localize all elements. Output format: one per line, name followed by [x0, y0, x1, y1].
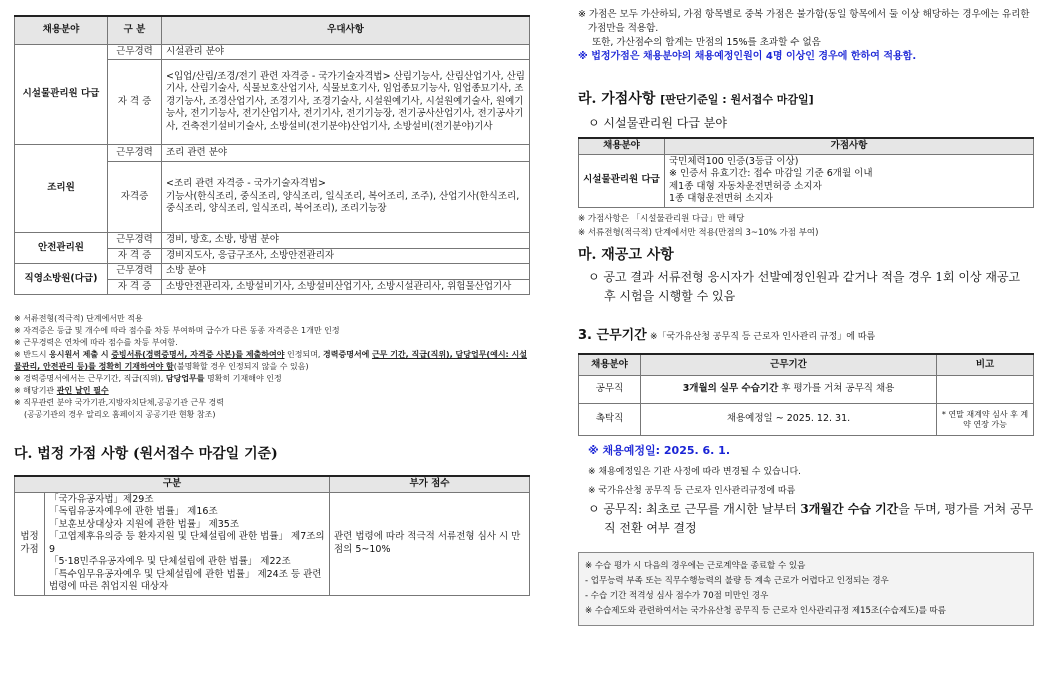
- field-safety: 안전관리원: [15, 233, 108, 264]
- legal-bonus-table: [14, 475, 530, 596]
- probation-note-box: [578, 552, 1034, 626]
- law-list: 「국가유공자법」제29조 「독립유공자예우에 관한 법률」 제16조 「보훈보상대상자 지원에 관한 법률」 제35조 「고엽제후유의증 등 환자지원 및 단체설립에 관한 법률」 제7조의9 「5·18민주유공자예우 및 단체설립에 관한 법률」 제22조 「특수임무유공자예우 및 단체설립에 관한 법률」 제24조 등 관련 법령에 따른 취업지원 대상자: [45, 492, 330, 595]
- section-bullet: ㅇ 시설물관리원 다급 분야: [588, 116, 727, 130]
- bonus-points: 관련 법령에 따라 적극적 서류전형 심사 시 만점의 5~10%: [330, 492, 530, 595]
- note-6: ※ 해당기관 관인 날인 필수: [14, 386, 109, 395]
- section-title-3: 3. 근무기간 ※「국가유산청 공무직 등 근로자 인사관리 규정」에 따름: [578, 327, 876, 343]
- header-field: 채용분야: [15, 16, 108, 44]
- label-license: 자 격 증: [108, 60, 162, 145]
- section-title-ra: 라. 가점사항 [판단기준일 : 원서접수 마감일]: [578, 91, 814, 107]
- bonus-item: 국민체력100 인증(3등급 이상): [669, 155, 799, 167]
- value-license: 경비지도사, 응급구조사, 소방안전관리자: [162, 248, 530, 264]
- header-category: 구 분: [108, 16, 162, 44]
- bonus-notes: [578, 8, 1034, 64]
- license-heading: <조리 관련 자격증 - 국가기술자격법>: [166, 178, 326, 190]
- label-license: 자 격 증: [108, 279, 162, 295]
- note-1: ※ 가점사항은 「시설물관리원 다급」만 해당: [578, 213, 745, 224]
- bonus-item: 제1종 대형 자동차운전면허증 소지자: [669, 180, 822, 192]
- period-regular: 3개월의 실무 수습기간 후 평가를 거쳐 공무직 채용: [641, 376, 937, 404]
- label-license: 자 격 증: [108, 248, 162, 264]
- header-field: 채용분야: [579, 138, 665, 154]
- label-career: 근무경력: [108, 233, 162, 249]
- note-1: ※ 채용예정일은 기관 사정에 따라 변경될 수 있습니다.: [588, 467, 802, 477]
- header-preference: 우대사항: [162, 16, 530, 44]
- left-column: [14, 0, 530, 596]
- work-period-table: [578, 353, 1034, 437]
- note-3: ※ 근무경력은 연차에 따라 점수를 차등 부여함.: [14, 338, 178, 347]
- note-2: ※ 자격증은 등급 및 개수에 따라 점수를 차등 부여하며 급수가 다른 동종 자격증은 1개만 인정: [14, 326, 340, 335]
- header-bonus: 가점사항: [665, 138, 1034, 154]
- header-remarks: 비고: [937, 354, 1034, 376]
- note-1: ※ 가점은 모두 가산하되, 가점 항목별로 중복 가점은 불가함(동일 항목에서 둘 이상 해당하는 경우에는 유리한 가점만을 적용함.: [578, 9, 1030, 34]
- box-line: - 업무능력 부족 또는 직무수행능력의 불량 등 계속 근로가 어렵다고 인정되는 경우: [585, 576, 889, 586]
- preference-notes: [14, 313, 530, 421]
- box-line: ※ 수습 평가 시 다음의 경우에는 근로계약을 종료할 수 있음: [585, 561, 806, 571]
- value-license: 소방안전관리자, 소방설비기사, 소방설비산업기사, 소방시설관리사, 위험물산업기사: [162, 279, 530, 295]
- value-license: <입업/산림/조경/전기 관련 자격증 - 국가기술자격법> 산림기능사, 산림산업기사, 산림기사, 산림기술사, 식물보호산업기사, 식물보호기사, 임업종묘기능사, 임업종묘기사, 조경기능사, 조경산업기사, 조경기사, 조경기술사, 시설원예기사, 시설원예기술사, 원예기능사, 전기기능사, 전기산업기사, 전기기사, 전기기능장, 전기공사산업기사, 전기공사기사, 건축전기설비기술사, 소방설비(전기분야)산업기사, 소방설비(전기분야)기사: [162, 60, 530, 145]
- value-license: [162, 162, 530, 233]
- section-bullet: ㅇ 공고 결과 서류전형 응시자가 선발예정인원과 같거나 적을 경우 1회 이상 재공고 후 시험을 시행할 수 있음: [588, 269, 1021, 303]
- label-career: 근무경력: [108, 264, 162, 280]
- value-career: 경비, 방호, 소방, 방범 분야: [162, 233, 530, 249]
- note-2: ※ 국가유산청 공무직 등 근로자 인사관리규정에 따름: [588, 486, 796, 496]
- field-facility: 시설물관리원 다급: [579, 154, 665, 207]
- section-title-da: 다. 법정 가점 사항 (원서접수 마감일 기준): [14, 446, 278, 462]
- note-8: (공공기관의 경우 알리오 홈페이지 공공기관 현황 참조): [24, 410, 216, 419]
- preference-table: [14, 15, 530, 295]
- header-points: 부가 점수: [330, 476, 530, 492]
- bonus-item: 1종 대형운전면허 소지자: [669, 193, 773, 204]
- header-period: 근무기간: [641, 354, 937, 376]
- label-career: 근무경력: [108, 44, 162, 60]
- row-label: 법정 가점: [15, 492, 45, 595]
- field-cook: 조리원: [15, 145, 108, 233]
- value-career: 소방 분야: [162, 264, 530, 280]
- box-line: - 수습 기간 적격성 심사 점수가 70점 미만인 경우: [585, 591, 769, 601]
- field-contract: 촉탁직: [579, 404, 641, 436]
- value-career: 조리 관련 분야: [162, 145, 530, 162]
- right-column: [578, 0, 1034, 626]
- label-career: 근무경력: [108, 145, 162, 162]
- note-4: ※ 반드시 응시원서 제출 시 증빙서류(경력증명서, 자격증 사본)를 제출하여야 인정되며, 경력증명서에 근무 기간, 직급(직위), 담당업무(예시: 시설물관리, 안전관리 등)를 정확히 기재하여야 함(불명확할 경우 인정되지 않을 수 있음): [14, 350, 527, 371]
- field-regular: 공무직: [579, 376, 641, 404]
- note-2: 또한, 가산점수의 합계는 만점의 15%를 초과할 수 없음: [592, 37, 821, 48]
- field-fire: 직영소방원(다급): [15, 264, 108, 295]
- license-list: 기능사(한식조리, 중식조리, 양식조리, 일식조리, 복어조리, 조주), 산업기사(한식조리, 중식조리, 양식조리, 일식조리, 복어조리), 조리기능장: [166, 190, 520, 215]
- note-7: ※ 직무관련 분야 국가기관,지방자치단체,공공기관 근무 경력: [14, 398, 224, 407]
- hire-date: ※ 채용예정일: 2025. 6. 1.: [588, 444, 730, 457]
- note-2: ※ 서류전형(적극적) 단계에서만 적용(만점의 3~10% 가점 부여): [578, 227, 819, 238]
- header-category: 구분: [15, 476, 330, 492]
- header-field: 채용분야: [579, 354, 641, 376]
- bonus-table: [578, 137, 1034, 208]
- note-1: ※ 서류전형(적극적) 단계에서만 적용: [14, 314, 143, 323]
- value-career: 시설관리 분야: [162, 44, 530, 60]
- note-5: ※ 경력증명서에서는 근무기간, 직급(직위), 담당업무를 명확히 기재해야 인정: [14, 374, 282, 383]
- label-license: 자격증: [108, 162, 162, 233]
- remarks-contract: * 연말 재계약 심사 후 계약 연장 가능: [937, 404, 1034, 436]
- field-facility: 시설물관리원 다급: [15, 44, 108, 145]
- bonus-table-notes: [578, 212, 1034, 240]
- probation-bullet: ㅇ 공무직: 최초로 근무를 개시한 날부터 3개월간 수습 기간을 두며, 평가를 거쳐 공무직 전환 여부 결정: [588, 502, 1034, 535]
- box-line: ※ 수습제도와 관련하여서는 국가유산청 공무직 등 근로자 인사관리규정 제15조(수습제도)를 따름: [585, 606, 946, 616]
- remarks-regular: [937, 376, 1034, 404]
- note-3: ※ 법정가점은 채용분야의 채용예정인원이 4명 이상인 경우에 한하여 적용함.: [578, 51, 917, 62]
- bonus-items: [665, 154, 1034, 207]
- bonus-item: ※ 인증서 유효기간: 접수 마감일 기준 6개월 이내: [669, 168, 873, 179]
- period-contract: 채용예정일 ~ 2025. 12. 31.: [641, 404, 937, 436]
- section-title-ma: 마. 재공고 사항: [578, 246, 674, 263]
